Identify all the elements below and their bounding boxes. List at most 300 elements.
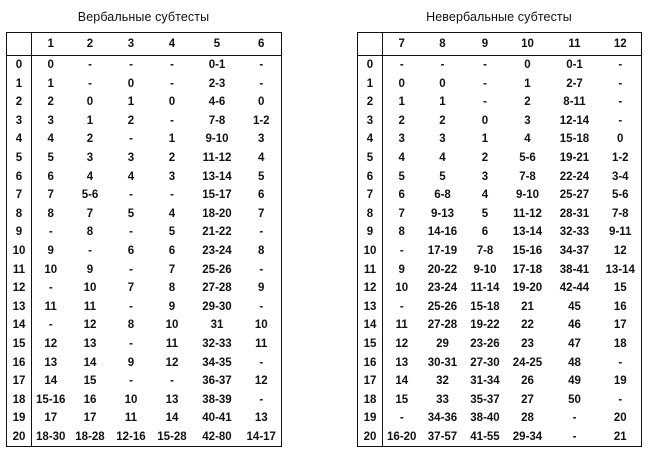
nonverbal-table-cell: 45	[568, 300, 581, 313]
nonverbal-row-label: 5	[358, 149, 383, 168]
nonverbal-scores-table	[357, 32, 642, 447]
verbal-table-cell: 6	[258, 189, 265, 202]
nonverbal-table-cell: 7-8	[611, 207, 629, 220]
verbal-table-cell: 3	[86, 151, 94, 164]
nonverbal-row-label: 3	[358, 112, 383, 131]
verbal-table-cell: 1-2	[252, 114, 270, 127]
verbal-table-cell: 9	[258, 282, 265, 295]
nonverbal-table-cell: 9-10	[515, 189, 540, 202]
nonverbal-table-row	[358, 130, 642, 149]
verbal-row-label: 6	[7, 168, 32, 187]
nonverbal-table-cell: 22	[521, 319, 534, 332]
nonverbal-table-cell: -	[572, 430, 577, 443]
verbal-table-row	[7, 354, 282, 373]
nonverbal-table-cell: -	[618, 96, 623, 109]
nonverbal-column-header: 7	[383, 33, 421, 56]
nonverbal-table-cell: 19-22	[470, 319, 500, 332]
verbal-table-cell: 7	[258, 207, 265, 220]
verbal-column-header: 4	[152, 33, 193, 56]
nonverbal-table-row	[358, 409, 642, 428]
verbal-row-label: 18	[7, 391, 32, 410]
verbal-subtests-block	[6, 8, 281, 447]
verbal-row-label: 5	[7, 149, 32, 168]
nonverbal-table-cell: 5-6	[519, 151, 536, 164]
verbal-table-cell: 9	[47, 244, 54, 257]
verbal-table-row	[7, 335, 282, 354]
verbal-table-cell: 17	[44, 412, 58, 425]
verbal-table-cell: 7	[86, 207, 94, 220]
nonverbal-table-cell: 46	[568, 319, 581, 332]
nonverbal-table-cell: 3	[398, 133, 405, 146]
verbal-table-cell: -	[129, 375, 133, 388]
nonverbal-table-cell: 23-24	[427, 282, 458, 295]
verbal-table-cell: 12	[254, 375, 268, 388]
nonverbal-table-row	[358, 298, 642, 317]
verbal-table-cell: 5	[127, 207, 135, 220]
nonverbal-table-cell: 15	[395, 393, 409, 406]
nonverbal-table-cell: 3	[524, 114, 531, 127]
verbal-table-cell: 0-1	[208, 59, 226, 71]
nonverbal-table-cell: 4	[439, 151, 446, 164]
nonverbal-row-label: 2	[358, 93, 383, 112]
nonverbal-table-cell: 7-8	[519, 170, 536, 183]
verbal-table-cell: 1	[168, 133, 176, 146]
nonverbal-table-cell: 5	[481, 207, 489, 220]
verbal-table-cell: 13	[165, 393, 179, 406]
verbal-table-cell: 15-28	[157, 430, 187, 443]
nonverbal-table-cell: 3	[481, 170, 489, 183]
verbal-table-cell: 8	[127, 319, 135, 332]
nonverbal-table-cell: 0	[481, 114, 489, 127]
verbal-table-cell: -	[259, 263, 264, 276]
verbal-row-label: 8	[7, 205, 32, 224]
nonverbal-table-cell: -	[399, 244, 404, 257]
verbal-table-cell: 9-10	[205, 133, 229, 146]
nonverbal-table-cell: 6	[398, 189, 405, 202]
verbal-table-row	[7, 391, 282, 410]
nonverbal-row-label: 19	[358, 409, 383, 428]
verbal-table-cell: 7	[127, 282, 135, 295]
verbal-table-cell: 14	[44, 375, 58, 388]
verbal-subtests-title: Вербальные субтесты	[77, 10, 210, 24]
nonverbal-table-cell: 7	[398, 207, 405, 220]
nonverbal-table-cell: 11-12	[513, 207, 542, 220]
verbal-table-cell: 12	[165, 356, 179, 369]
verbal-table-row	[7, 205, 282, 224]
verbal-table-row	[7, 409, 282, 428]
nonverbal-corner-cell	[358, 33, 383, 56]
nonverbal-table-row	[358, 391, 642, 410]
nonverbal-table-cell: 25-27	[559, 189, 590, 202]
verbal-table-cell: 4	[258, 151, 265, 164]
nonverbal-table-cell: 11	[395, 319, 408, 332]
verbal-table-cell: 40-41	[202, 412, 232, 425]
verbal-table-row	[7, 372, 282, 391]
verbal-table-cell: 7	[168, 263, 176, 276]
nonverbal-table-row	[358, 186, 642, 205]
verbal-table-row	[7, 242, 282, 261]
verbal-table-cell: -	[259, 300, 264, 313]
verbal-table-cell: -	[88, 244, 92, 257]
verbal-row-label: 2	[7, 93, 32, 112]
nonverbal-table-cell: -	[483, 96, 487, 109]
nonverbal-table-cell: 19-21	[559, 151, 590, 164]
verbal-table-cell: 5	[258, 170, 265, 183]
verbal-table-cell: 2	[47, 96, 54, 109]
verbal-table-cell: -	[48, 319, 53, 332]
nonverbal-row-label: 10	[358, 242, 383, 261]
verbal-row-label: 10	[7, 242, 32, 261]
verbal-table-cell: 32-33	[202, 337, 232, 350]
verbal-table-cell: -	[259, 393, 264, 406]
verbal-table-cell: -	[88, 59, 92, 71]
verbal-table-cell: -	[129, 263, 133, 276]
nonverbal-table-cell: -	[399, 59, 404, 71]
verbal-table-cell: 5	[47, 151, 54, 164]
verbal-table-cell: -	[129, 189, 133, 202]
verbal-table-cell: 2-3	[208, 77, 226, 90]
nonverbal-table-cell: 14	[395, 375, 409, 388]
verbal-table-body	[7, 56, 282, 447]
nonverbal-table-cell: -	[572, 412, 577, 425]
verbal-table-cell: 14	[165, 412, 179, 425]
nonverbal-table-cell: 9	[398, 263, 405, 276]
nonverbal-table-cell: -	[618, 393, 623, 406]
verbal-table-cell: 7-8	[208, 114, 226, 127]
nonverbal-table-cell: 16	[613, 300, 627, 313]
verbal-table-row	[7, 428, 282, 447]
nonverbal-table-cell: 10	[395, 282, 409, 295]
nonverbal-row-label: 0	[358, 56, 383, 75]
verbal-table-cell: 14-17	[246, 430, 276, 443]
verbal-table-cell: 11	[83, 300, 97, 313]
nonverbal-column-header: 12	[600, 33, 642, 56]
nonverbal-table-cell: 16-20	[387, 430, 417, 443]
nonverbal-table-cell: -	[618, 356, 623, 369]
verbal-table-row	[7, 75, 282, 94]
nonverbal-table-cell: 1	[398, 96, 405, 109]
nonverbal-subtests-block	[357, 8, 641, 447]
nonverbal-table-cell: 48	[568, 356, 581, 369]
verbal-row-label: 20	[7, 428, 32, 447]
verbal-table-cell: -	[170, 375, 174, 388]
nonverbal-table-row	[358, 316, 642, 335]
nonverbal-table-cell: 33	[436, 393, 449, 406]
nonverbal-table-row	[358, 261, 642, 280]
nonverbal-table-cell: 9-11	[609, 226, 632, 239]
verbal-table-cell: -	[170, 59, 174, 71]
verbal-table-cell: 16	[83, 393, 97, 406]
nonverbal-table-cell: 20-22	[427, 263, 458, 276]
nonverbal-table-cell: 0	[398, 77, 405, 90]
nonverbal-table-cell: 19	[613, 375, 627, 388]
nonverbal-table-cell: 4	[481, 189, 489, 202]
verbal-scores-table	[6, 32, 282, 447]
nonverbal-table-cell: 0	[524, 59, 531, 71]
nonverbal-table-cell: 28-31	[559, 207, 590, 220]
nonverbal-table-cell: 15	[613, 282, 627, 295]
verbal-table-cell: -	[259, 356, 264, 369]
verbal-table-cell: 0	[258, 96, 265, 109]
verbal-table-cell: 18-30	[36, 430, 66, 443]
verbal-table-cell: 7	[47, 189, 54, 202]
nonverbal-table-cell: 29-34	[512, 430, 543, 443]
verbal-table-cell: 14	[83, 356, 97, 369]
nonverbal-row-label: 14	[358, 316, 383, 335]
nonverbal-table-cell: 5-6	[611, 189, 629, 202]
nonverbal-table-cell: 24-25	[512, 356, 543, 369]
verbal-table-cell: 27-28	[202, 282, 232, 295]
nonverbal-table-row	[358, 335, 642, 354]
verbal-table-cell: -	[259, 226, 264, 239]
verbal-row-label: 12	[7, 279, 32, 298]
verbal-table-cell: -	[48, 226, 53, 239]
nonverbal-table-cell: 35-37	[470, 393, 500, 406]
verbal-table-cell: 3	[47, 114, 54, 127]
verbal-table-cell: 25-26	[202, 263, 232, 276]
nonverbal-table-cell: 6	[481, 226, 489, 239]
verbal-table-cell: 10	[44, 263, 58, 276]
nonverbal-table-cell: 49	[568, 375, 581, 388]
verbal-table-cell: 8	[168, 282, 176, 295]
verbal-table-cell: 15	[83, 375, 97, 388]
verbal-table-cell: 1	[86, 114, 94, 127]
nonverbal-header-row	[358, 33, 642, 56]
verbal-table-cell: 23-24	[202, 244, 232, 257]
nonverbal-table-cell: 41-55	[470, 430, 500, 443]
verbal-table-cell: 6	[168, 244, 176, 257]
nonverbal-table-cell: 13-14	[512, 226, 543, 239]
verbal-table-cell: 0	[168, 96, 176, 109]
verbal-table-cell: 36-37	[202, 375, 232, 388]
nonverbal-table-cell: 42-44	[559, 282, 590, 295]
verbal-header-row	[7, 33, 282, 56]
nonverbal-table-cell: 2	[439, 114, 446, 127]
verbal-table-cell: 8	[86, 226, 94, 239]
nonverbal-table-row	[358, 56, 642, 75]
verbal-table-row	[7, 279, 282, 298]
nonverbal-table-cell: 0-1	[566, 59, 583, 71]
nonverbal-table-cell: 2	[398, 114, 405, 127]
nonverbal-table-row	[358, 93, 642, 112]
verbal-table-cell: 13	[254, 412, 268, 425]
verbal-row-label: 17	[7, 372, 32, 391]
nonverbal-row-label: 9	[358, 223, 383, 242]
verbal-table-cell: 29-30	[202, 300, 232, 313]
nonverbal-table-row	[358, 168, 642, 187]
verbal-table-cell: -	[129, 226, 133, 239]
verbal-table-cell: 4	[86, 170, 94, 183]
verbal-table-row	[7, 186, 282, 205]
nonverbal-table-cell: 30-31	[427, 356, 458, 369]
verbal-table-cell: -	[129, 337, 133, 350]
nonverbal-table-cell: 2	[524, 96, 531, 109]
verbal-table-cell: 2	[86, 133, 94, 146]
nonverbal-row-label: 4	[358, 130, 383, 149]
nonverbal-table-cell: 15-18	[559, 133, 590, 146]
verbal-table-cell: 31	[210, 319, 224, 332]
nonverbal-table-cell: 22-24	[559, 170, 590, 183]
nonverbal-row-label: 11	[358, 261, 383, 280]
nonverbal-row-label: 17	[358, 372, 383, 391]
verbal-table-row	[7, 168, 282, 187]
nonverbal-table-cell: 0	[617, 133, 624, 146]
nonverbal-table-cell: 14-16	[427, 226, 458, 239]
nonverbal-table-cell: 15-18	[470, 300, 500, 313]
verbal-row-label: 9	[7, 223, 32, 242]
nonverbal-row-label: 7	[358, 186, 383, 205]
verbal-table-cell: 4	[168, 207, 176, 220]
verbal-table-cell: 2	[127, 114, 135, 127]
verbal-table-cell: 9	[127, 356, 135, 369]
nonverbal-row-label: 6	[358, 168, 383, 187]
verbal-corner-cell	[7, 33, 32, 56]
nonverbal-table-cell: 47	[568, 337, 581, 350]
nonverbal-table-cell: 34-36	[427, 412, 458, 425]
verbal-row-label: 14	[7, 316, 32, 335]
nonverbal-row-label: 20	[358, 428, 383, 447]
verbal-column-header: 2	[70, 33, 111, 56]
verbal-table-cell: 38-39	[202, 393, 232, 406]
verbal-row-label: 11	[7, 261, 32, 280]
verbal-table-cell: 11	[44, 300, 57, 313]
nonverbal-row-label: 13	[358, 298, 383, 317]
nonverbal-table-cell: -	[440, 59, 445, 71]
verbal-table-cell: 13	[44, 356, 58, 369]
verbal-table-cell: 12-16	[116, 430, 146, 443]
verbal-table-cell: 34-35	[202, 356, 232, 369]
nonverbal-table-row	[358, 242, 642, 261]
verbal-column-header: 3	[111, 33, 152, 56]
nonverbal-table-cell: 38-41	[559, 263, 590, 276]
nonverbal-table-cell: 9-13	[430, 207, 455, 220]
nonverbal-table-cell: 27-28	[427, 319, 458, 332]
nonverbal-table-cell: 6-8	[434, 189, 451, 202]
nonverbal-table-cell: -	[399, 300, 404, 313]
verbal-table-cell: 4-6	[208, 96, 226, 109]
verbal-table-cell: 0	[47, 59, 54, 71]
nonverbal-table-cell: -	[399, 412, 404, 425]
verbal-table-cell: -	[259, 77, 264, 90]
nonverbal-table-cell: 19-20	[512, 282, 543, 295]
verbal-table-cell: 17	[83, 412, 97, 425]
nonverbal-row-label: 8	[358, 205, 383, 224]
verbal-table-row	[7, 112, 282, 131]
nonverbal-table-row	[358, 372, 642, 391]
verbal-table-cell: 9	[86, 263, 94, 276]
verbal-table-cell: 4	[47, 133, 54, 146]
nonverbal-table-row	[358, 223, 642, 242]
nonverbal-table-cell: 20	[613, 412, 627, 425]
verbal-column-header: 1	[32, 33, 70, 56]
nonverbal-table-row	[358, 205, 642, 224]
nonverbal-table-cell: 17-18	[512, 263, 543, 276]
verbal-table-cell: 11	[165, 337, 179, 350]
verbal-row-label: 0	[7, 56, 32, 75]
nonverbal-table-cell: -	[483, 59, 487, 71]
verbal-table-cell: 6	[47, 170, 54, 183]
nonverbal-table-cell: 12-14	[559, 114, 590, 127]
verbal-table-row	[7, 298, 282, 317]
verbal-table-cell: -	[170, 189, 174, 202]
nonverbal-table-cell: 23	[521, 337, 534, 350]
verbal-table-cell: -	[259, 59, 264, 71]
verbal-table-cell: 11	[124, 412, 138, 425]
nonverbal-table-cell: 11-14	[470, 282, 500, 295]
nonverbal-table-cell: 0	[439, 77, 446, 90]
nonverbal-table-cell: -	[618, 59, 623, 71]
nonverbal-table-cell: 12	[613, 244, 627, 257]
verbal-table-cell: 8	[47, 207, 54, 220]
verbal-table-cell: -	[170, 77, 174, 90]
verbal-table-cell: -	[88, 77, 92, 90]
verbal-table-row	[7, 316, 282, 335]
nonverbal-column-header: 11	[550, 33, 600, 56]
verbal-table-cell: 12	[44, 337, 58, 350]
verbal-table-row	[7, 93, 282, 112]
nonverbal-table-row	[358, 75, 642, 94]
verbal-table-cell: 15-16	[36, 393, 66, 406]
verbal-table-cell: 13-14	[202, 170, 232, 183]
verbal-table-cell: 11	[255, 337, 268, 350]
verbal-column-header: 5	[193, 33, 242, 56]
nonverbal-column-header: 8	[421, 33, 465, 56]
nonverbal-table-cell: 1-2	[611, 151, 629, 164]
nonverbal-table-cell: 37-57	[427, 430, 458, 443]
nonverbal-table-row	[358, 428, 642, 447]
nonverbal-table-cell: 32	[436, 375, 449, 388]
verbal-table-cell: 12	[83, 319, 97, 332]
nonverbal-row-label: 18	[358, 391, 383, 410]
nonverbal-table-cell: 50	[568, 393, 581, 406]
nonverbal-column-header: 10	[506, 33, 550, 56]
nonverbal-row-label: 12	[358, 279, 383, 298]
verbal-table-row	[7, 149, 282, 168]
nonverbal-table-body	[358, 56, 642, 447]
nonverbal-table-cell: 8-11	[563, 96, 586, 109]
nonverbal-table-cell: 17	[613, 319, 627, 332]
nonverbal-column-header: 9	[465, 33, 506, 56]
verbal-table-cell: 2	[168, 151, 176, 164]
nonverbal-table-cell: 29	[436, 337, 449, 350]
nonverbal-table-cell: 13-14	[605, 263, 635, 276]
nonverbal-row-label: 1	[358, 75, 383, 94]
verbal-table-cell: 13	[83, 337, 97, 350]
verbal-table-row	[7, 261, 282, 280]
nonverbal-table-cell: 5	[398, 170, 405, 183]
verbal-table-cell: 1	[47, 77, 54, 90]
verbal-table-cell: 18-20	[202, 207, 232, 220]
nonverbal-table-cell: -	[483, 77, 487, 90]
nonverbal-table-cell: 21	[613, 430, 627, 443]
verbal-row-label: 15	[7, 335, 32, 354]
nonverbal-table-cell: 27-30	[470, 356, 500, 369]
verbal-table-cell: 18-28	[75, 430, 105, 443]
nonverbal-table-cell: 7-8	[476, 244, 494, 257]
nonverbal-table-row	[358, 112, 642, 131]
verbal-table-row	[7, 223, 282, 242]
nonverbal-row-label: 16	[358, 354, 383, 373]
nonverbal-table-row	[358, 149, 642, 168]
nonverbal-table-cell: 38-40	[470, 412, 500, 425]
nonverbal-table-cell: 2-7	[566, 77, 583, 90]
verbal-row-label: 13	[7, 298, 32, 317]
nonverbal-table-cell: 12	[395, 337, 409, 350]
nonverbal-table-cell: 8	[398, 226, 405, 239]
verbal-table-cell: 5-6	[81, 189, 99, 202]
nonverbal-table-cell: 5	[439, 170, 446, 183]
nonverbal-table-cell: -	[618, 77, 623, 90]
